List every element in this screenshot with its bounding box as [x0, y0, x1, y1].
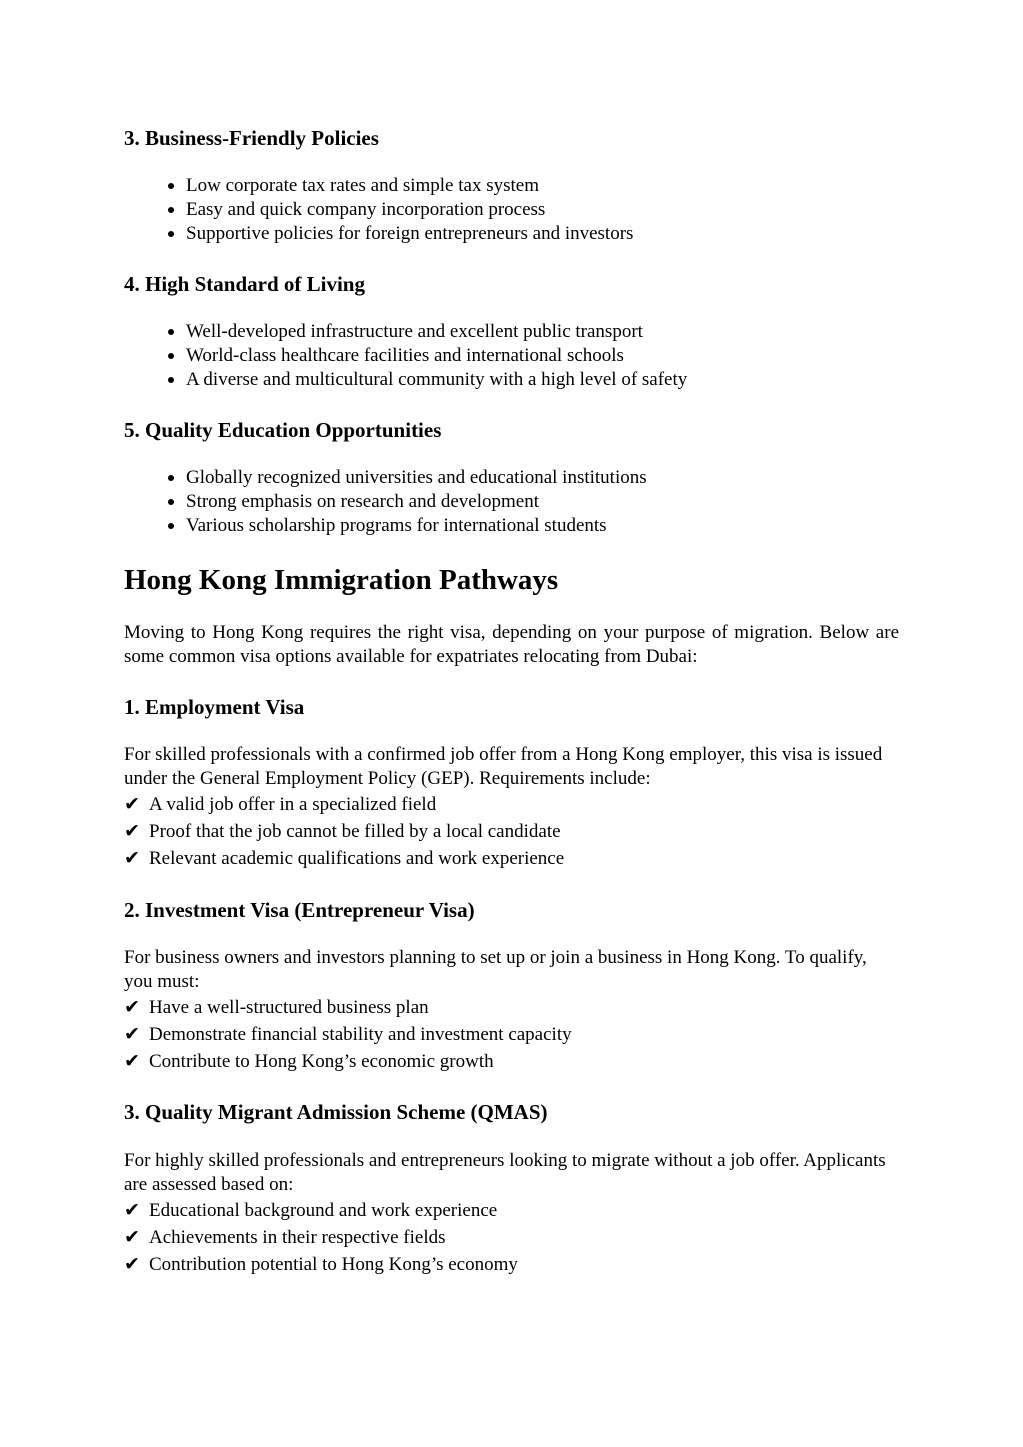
list-item: Strong emphasis on research and development [124, 490, 647, 514]
list-item: ✔ Contribution potential to Hong Kong’s economy [124, 1251, 518, 1278]
checkmark-icon: ✔ [124, 1253, 140, 1275]
bullet-icon [168, 231, 174, 237]
list-item: ✔ Have a well-structured business plan [124, 994, 572, 1021]
list-item: ✔ Contribute to Hong Kong’s economic growth [124, 1048, 572, 1075]
list-item: Low corporate tax rates and simple tax system [124, 174, 633, 198]
checkmark-icon: ✔ [124, 847, 140, 869]
visa-heading-employment: 1. Employment Visa [124, 695, 305, 719]
checklist-investment [124, 994, 572, 1075]
list-item: ✔ Achievements in their respective fields [124, 1224, 518, 1251]
bullet-list-standard-of-living [124, 320, 687, 392]
visa-description-qmas: For highly skilled professionals and entrepreneurs looking to migrate without a job offer. Applicants are assessed based on: [124, 1150, 886, 1195]
bullet-list-business-policies [124, 174, 633, 246]
bullet-icon [168, 329, 174, 335]
list-item: ✔ Relevant academic qualifications and work experience [124, 845, 564, 872]
bullet-list-education [124, 466, 647, 538]
list-item: Easy and quick company incorporation process [124, 198, 633, 222]
list-item: Well-developed infrastructure and excellent public transport [124, 320, 687, 344]
list-item: Supportive policies for foreign entrepreneurs and investors [124, 222, 633, 246]
checkmark-icon: ✔ [124, 1199, 140, 1221]
section-heading-education: 5. Quality Education Opportunities [124, 418, 442, 442]
list-item: ✔ A valid job offer in a specialized field [124, 791, 564, 818]
checklist-employment [124, 791, 564, 872]
checkmark-icon: ✔ [124, 1023, 140, 1045]
checkmark-icon: ✔ [124, 996, 140, 1018]
section-heading-business-policies: 3. Business-Friendly Policies [124, 126, 379, 150]
list-item: ✔ Proof that the job cannot be filled by a local candidate [124, 818, 564, 845]
visa-description-investment: For business owners and investors planning to set up or join a business in Hong Kong. To qualify, you must: [124, 947, 867, 992]
section-heading-standard-of-living: 4. High Standard of Living [124, 272, 365, 296]
bullet-icon [168, 207, 174, 213]
checkmark-icon: ✔ [124, 1050, 140, 1072]
bullet-icon [168, 353, 174, 359]
list-item: Various scholarship programs for international students [124, 514, 647, 538]
checkmark-icon: ✔ [124, 820, 140, 842]
bullet-icon [168, 523, 174, 529]
visa-heading-qmas: 3. Quality Migrant Admission Scheme (QMAS) [124, 1100, 548, 1124]
page-title: Hong Kong Immigration Pathways [124, 564, 559, 596]
visa-description-employment: For skilled professionals with a confirmed job offer from a Hong Kong employer, this visa is issued under the General Employment Policy (GEP). Requirements include: [124, 744, 883, 789]
intro-paragraph: Moving to Hong Kong requires the right visa, depending on your purpose of migration. Below are some common visa options available for expatriates relocating from Dubai: [124, 622, 899, 667]
list-item: ✔ Demonstrate financial stability and investment capacity [124, 1021, 572, 1048]
bullet-icon [168, 475, 174, 481]
bullet-icon [168, 499, 174, 505]
bullet-icon [168, 183, 174, 189]
visa-heading-investment: 2. Investment Visa (Entrepreneur Visa) [124, 898, 475, 922]
checkmark-icon: ✔ [124, 793, 140, 815]
bullet-icon [168, 377, 174, 383]
checklist-qmas [124, 1197, 518, 1278]
list-item: ✔ Educational background and work experience [124, 1197, 518, 1224]
list-item: A diverse and multicultural community with a high level of safety [124, 368, 687, 392]
list-item: World-class healthcare facilities and international schools [124, 344, 687, 368]
list-item: Globally recognized universities and educational institutions [124, 466, 647, 490]
checkmark-icon: ✔ [124, 1226, 140, 1248]
